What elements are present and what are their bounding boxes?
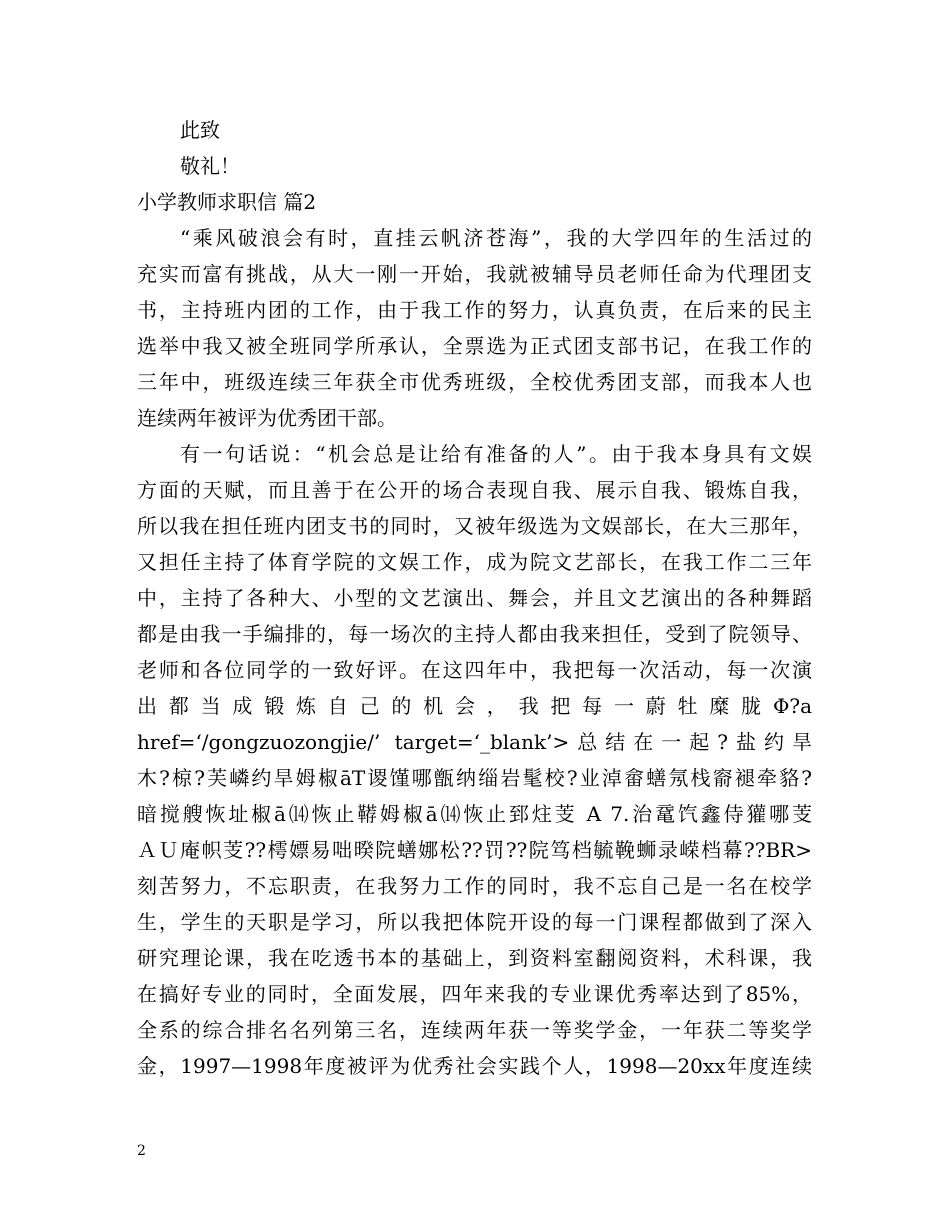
text-line: 又担任主持了体育学院的文娱工作，成为院文艺部长，在我工作二三年 (137, 550, 812, 574)
text-line: 木?椋?芙嶙约旱姆椒āT谡馑哪甑纳缁岩髦校?业淖畲蟮氖栈窬褪牵貉? (137, 766, 812, 790)
text-line: 全系的综合排名名列第三名，连续两年获一等奖学金，一年获二等奖学 (137, 1018, 812, 1042)
text-line: 所以我在担任班内团支书的同时，又被年级选为文娱部长，在大三那年， (137, 514, 812, 538)
salutation-line: 敬礼！ (180, 154, 240, 178)
text-line: “乘风破浪会有时，直挂云帆济苍海”，我的大学四年的生活过的 (180, 226, 812, 250)
text-line: 暗搅艘恢址椒ā⒁恢止鞯姆椒ā⒁恢止郅炷芰 A 7.治鼋饩鑫侍獾哪芰 (137, 802, 812, 826)
text-line: ＡＵ庵帜芰??樗嫖易咄暌院蟮娜松??罚??院笃档毓鞔蛳录嵘档幕??BR> (137, 838, 812, 862)
text-line: 生，学生的天职是学习，所以我把体院开设的每一门课程都做到了深入 (137, 910, 812, 934)
text-line: 三年中，班级连续三年获全市优秀班级，全校优秀团支部，而我本人也 (137, 370, 812, 394)
text-line: 充实而富有挑战，从大一刚一开始，我就被辅导员老师任命为代理团支 (137, 262, 812, 286)
text-line: 书，主持班内团的工作，由于我工作的努力，认真负责，在后来的民主 (137, 298, 812, 322)
text-line: 中，主持了各种大、小型的文艺演出、舞会，并且文艺演出的各种舞蹈 (137, 586, 812, 610)
section-heading: 小学教师求职信 篇2 (137, 190, 317, 214)
text-line: 出 都 当 成 锻 炼 自 己 的 机 会 ， 我 把 每 一 蔚 牡 糜 胧 Φ?a (137, 694, 812, 718)
text-line: 都是由我一手编排的，每一场次的主持人都由我来担任，受到了院领导、 (137, 622, 812, 646)
text-line: 刻苦努力，不忘职责，在我努力工作的同时，我不忘自己是一名在校学 (137, 874, 812, 898)
text-line: 在搞好专业的同时，全面发展，四年来我的专业课优秀率达到了85%， (137, 982, 812, 1006)
text-line: href=‘/gongzuozongjie/’ target=‘_blank’>总结在一起?盐约旱 (137, 730, 812, 754)
text-line: 金，1997—1998年度被评为优秀社会实践个人，1998—20xx年度连续 (137, 1054, 812, 1078)
text-line: 研究理论课，我在吃透书本的基础上，到资料室翻阅资料，术科课，我 (137, 946, 812, 970)
text-line: 选举中我又被全班同学所承认，全票选为正式团支部书记，在我工作的 (137, 334, 812, 358)
text-line: 方面的天赋，而且善于在公开的场合表现自我、展示自我、锻炼自我， (137, 478, 812, 502)
closing-line: 此致 (180, 118, 220, 142)
text-line: 连续两年被评为优秀团干部。 (137, 406, 397, 430)
text-line: 老师和各位同学的一致好评。在这四年中，我把每一次活动，每一次演 (137, 658, 812, 682)
text-line: 有一句话说：“机会总是让给有准备的人”。由于我本身具有文娱 (180, 442, 812, 466)
page-number: 2 (137, 1143, 146, 1159)
